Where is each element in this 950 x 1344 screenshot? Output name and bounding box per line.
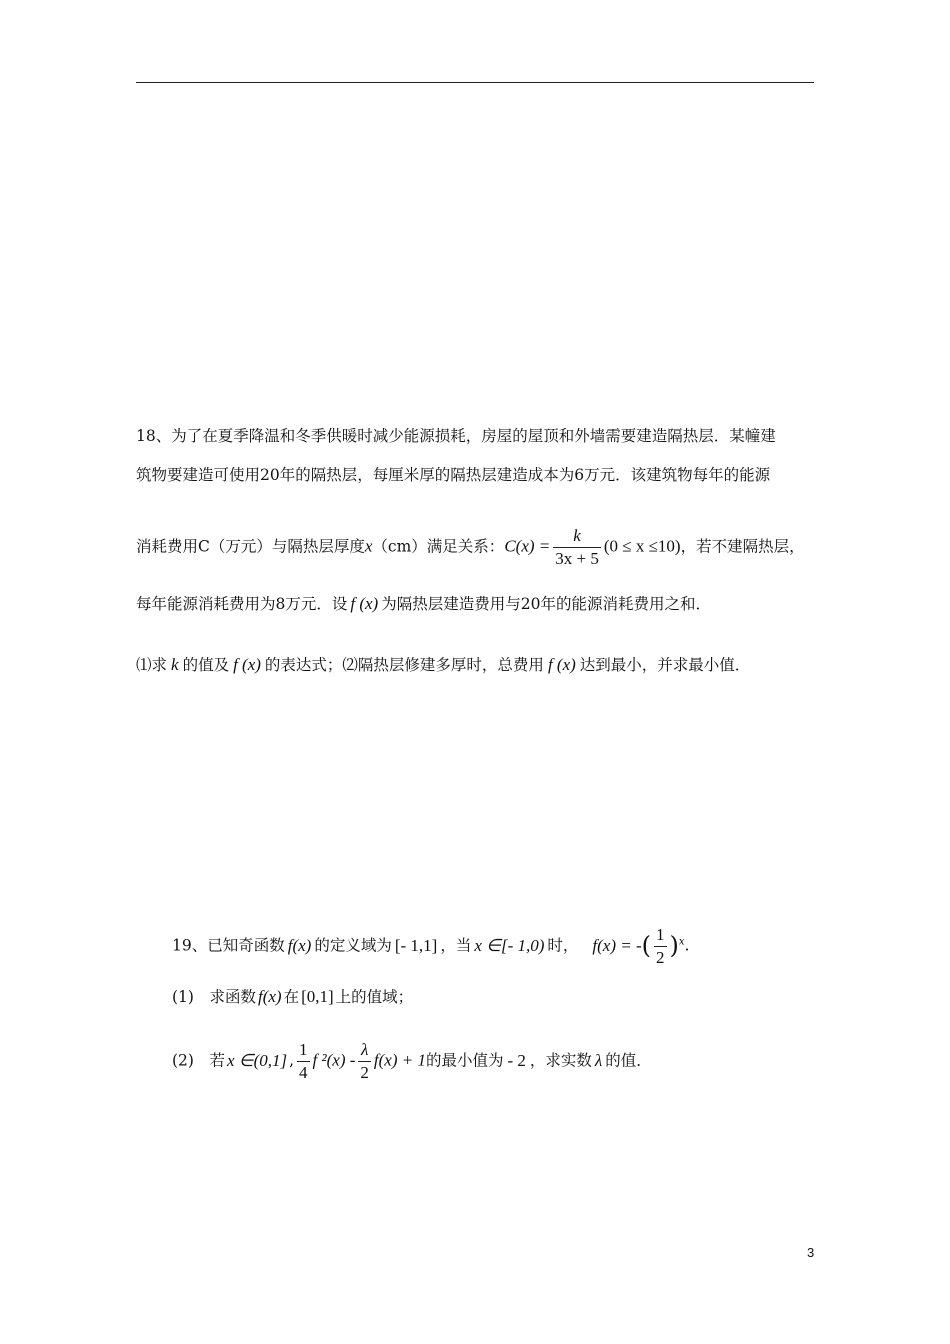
q19-line1: 19、已知奇函数 f(x) 的定义域为 [- 1,1] ，当 x ∈[- 1,0) 时， f(x) = -( $\frac{1}{2}$ )$^x$. [172, 925, 690, 967]
q18-frac-denominator: 3x + 5 [555, 549, 599, 568]
q19-part2: (2) 若 x ∈(0,1] , $\frac{1}{4}$ f ²(x) - $\frac{\lambda}{2}$ f(x) + 1的最小值为 - 2 ，求实数 λ 的值． [172, 1040, 652, 1082]
q19-part1-interval: [0,1] [301, 987, 334, 1006]
q19-part2-frac1-num: 1 [299, 1040, 308, 1059]
q19-part2-frac1-den: 4 [299, 1063, 308, 1082]
q18-line3-post: ，若不建隔热层， [680, 537, 805, 556]
q18-line5 [136, 655, 750, 675]
q18-line5-d: 达到最小，并求最小值． [579, 656, 751, 674]
page-number: 3 [807, 1245, 815, 1260]
q19-line1-b: 的定义域为 [314, 936, 392, 955]
q19-part2-a: (2) 若 [172, 1051, 225, 1070]
q18-line4-post: 为隔热层建造费用与20年的能源消耗费用之和． [381, 595, 711, 613]
q19-part2-min: - 2 [507, 1050, 526, 1070]
q18-line1: 18、为了在夏季降温和冬季供暖时减少能源损耗，房屋的屋顶和外墙需要建造隔热层．某幢建 [136, 427, 776, 445]
q18-fx-2: f (x) [233, 655, 261, 674]
q19-line1-d: 时， [547, 936, 579, 955]
q19-part1-b: 在 [283, 988, 300, 1006]
q19-part2-frac2-den: 2 [360, 1063, 369, 1082]
q19-line1-a: 19、已知奇函数 [172, 936, 285, 955]
q19-part2-tail: f(x) + 1 [373, 1050, 426, 1070]
q18-fraction [553, 526, 601, 569]
q19-paren-open: ( [641, 931, 652, 960]
q19-part2-c: ，求实数 [529, 1051, 592, 1070]
q19-rhs: f(x) = - [592, 935, 642, 955]
q18-line5-c: 的表达式；⑵隔热层修建多厚时，总费用 [264, 656, 544, 674]
q19-part1-a: (1) 求函数 [172, 988, 256, 1006]
q19-half-fraction [654, 925, 667, 968]
q18-fx-3: f (x) [547, 655, 576, 674]
q18-line3-mid: （cm）满足关系： [372, 537, 505, 556]
q18-fx-1: f (x) [350, 594, 379, 613]
q19-part1-c: 上的值域； [335, 988, 414, 1006]
q19-part1 [172, 987, 413, 1007]
q19-part2-frac2-num: λ [360, 1040, 369, 1059]
q19-part2-d: 的值． [605, 1051, 652, 1070]
q18-var-x: x [364, 536, 373, 556]
q18-line5-a: ⑴求 [136, 656, 168, 674]
q18-var-k: k [171, 655, 179, 674]
q19-part2-frac1 [297, 1040, 310, 1083]
q19-domain: [- 1,1] [394, 935, 438, 955]
q18-frac-numerator: k [573, 526, 581, 545]
q19-fx-1: f(x) [287, 935, 312, 955]
q18-line3 [136, 526, 805, 569]
q18-line4 [136, 594, 711, 614]
q19-interval: x ∈[- 1,0) [474, 935, 545, 955]
q18-line4-pre: 每年能源消耗费用为8万元．设 [136, 595, 348, 613]
q18-line3-pre: 消耗费用C（万元）与隔热层厚度 [136, 537, 365, 556]
q18-cost-function: C(x) = [504, 536, 551, 556]
q19-part2-b: 的最小值为 [425, 1051, 504, 1070]
q19-part2-lambda: λ [594, 1050, 603, 1070]
q18-line5-b: 的值及 [182, 656, 230, 674]
q18-line2: 筑物要建造可使用20年的隔热层，每厘米厚的隔热层建造成本为6万元．该建筑物每年的能源 [136, 466, 771, 484]
header-rule [136, 82, 814, 83]
q19-part2-f2: f ²(x) - [312, 1050, 356, 1070]
q19-half-num: 1 [656, 925, 665, 944]
q19-paren-close: ) [669, 931, 679, 960]
q19-fx-2: f(x) [257, 987, 282, 1006]
q19-part2-cond: x ∈(0,1] [226, 1050, 288, 1070]
q19-exponent: x [678, 936, 685, 948]
q19-line1-c: ，当 [440, 936, 472, 955]
q18-range: (0 ≤ x ≤10) [603, 536, 681, 556]
q19-part2-frac2 [358, 1040, 371, 1083]
q19-half-den: 2 [656, 948, 665, 967]
